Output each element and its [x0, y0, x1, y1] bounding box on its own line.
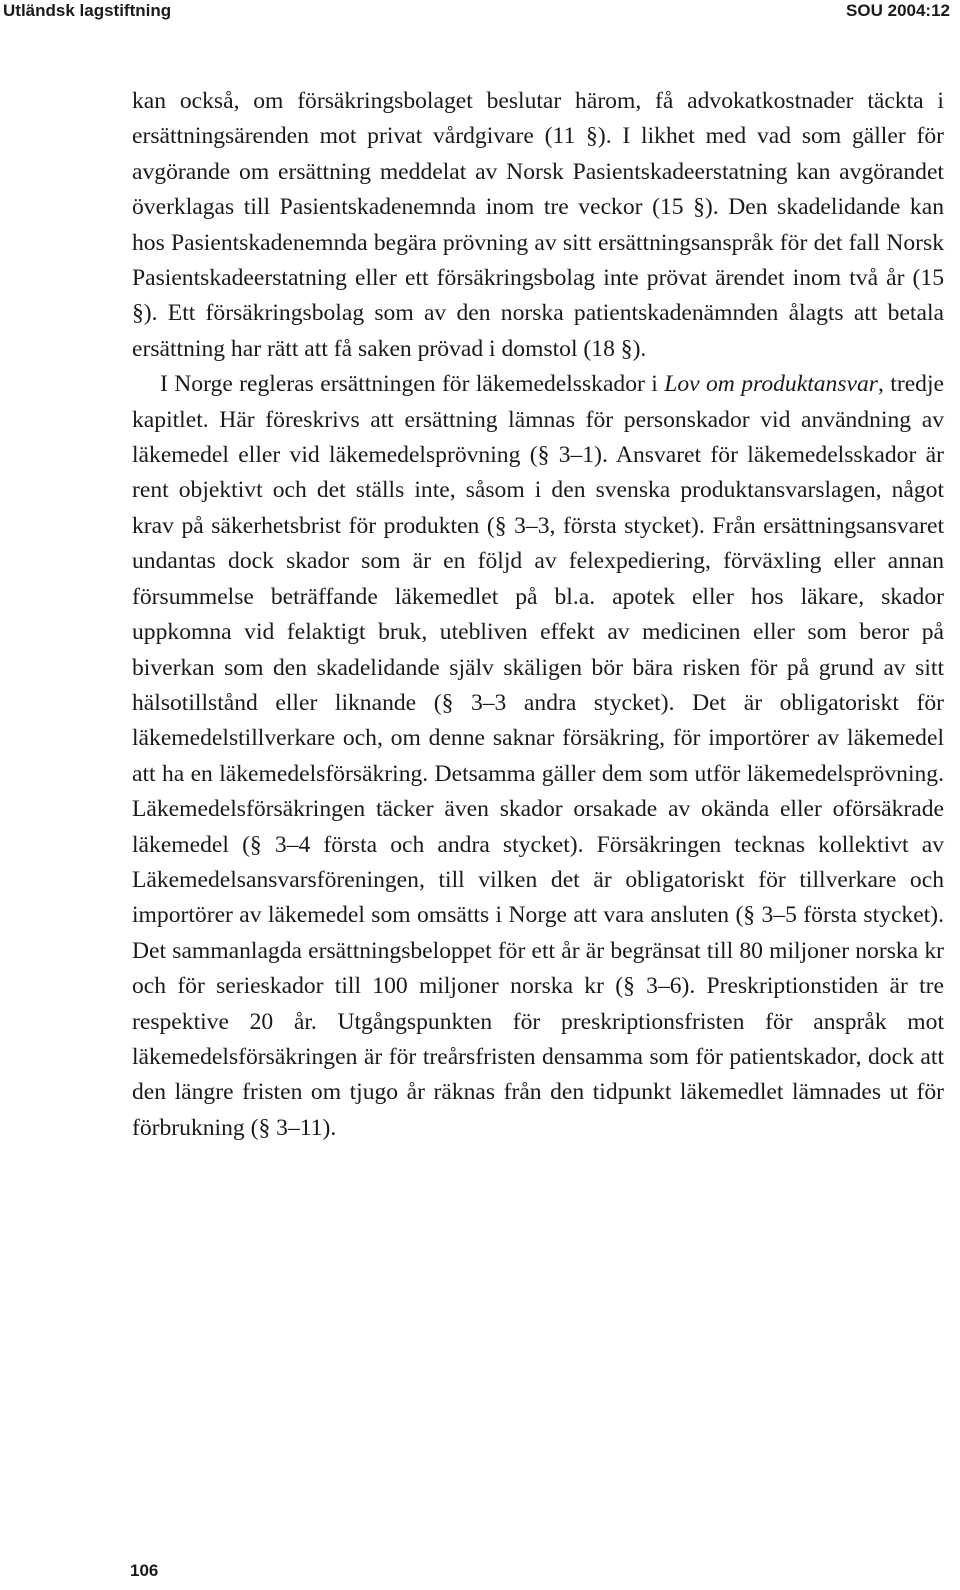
page-number: 106 [130, 1561, 159, 1580]
body-text [132, 84, 944, 1146]
page-header [0, 0, 960, 26]
paragraph-2-rest: , tredje kapitlet. Här föreskrivs att ersättning lämnas för personskador vid användning av läkemedel eller vid läkemedelsprövning (§ 3–1). Ansvaret för läkemedelsskador är rent objektivt och det ställs inte, såsom i den svenska produktansvarslagen, något krav på säkerhetsbrist för produkten (§ 3–3, första stycket). Från ersättningsansvaret undantas dock skador som är en följd av felexpediering, förväxling eller annan försummelse beträffande läkemedlet på bl.a. apotek eller hos läkare, skador uppkomna vid felaktigt bruk, utebliven effekt av medicinen eller som beror på biverkan som den skadelidande själv skäligen bör bära risken för på grund av sitt hälsotillstånd eller liknande (§ 3–3 andra stycket). Det är obligatoriskt för läkemedelstillverkare och, om denne saknar försäkring, för importörer av läkemedel att ha en läkemedelsförsäkring. Detsamma gäller dem som utför läkemedelsprövning. Läkemedelsförsäkringen täcker även skador orsakade av okända eller oförsäkrade läkemedel (§ 3–4 första och andra stycket). Försäkringen tecknas kollektivt av Läkemedelsansvarsföreningen, till vilken det är obligatoriskt för tillverkare och importörer av läkemedel som omsätts i Norge att vara ansluten (§ 3–5 första stycket). Det sammanlagda ersättningsbeloppet för ett år är begränsat till 80 miljoner norska kr och för serieskador till 100 miljoner norska kr (§ 3–6). Preskriptionstiden är tre respektive 20 år. Utgångspunkten för preskriptionsfristen för anspråk mot läkemedelsförsäkringen är för treårsfristen densamma som för patientskador, dock att den längre fristen om tjugo år räknas från den tidpunkt läkemedlet lämnades ut för förbrukning (§ 3–11). [132, 371, 944, 1141]
paragraph-1: kan också, om försäkringsbolaget beslutar härom, få advokatkostnader täckta i ersättningsärenden mot privat vårdgivare (11 §). I likhet med vad som gäller för avgörande om ersättning meddelat av Norsk Pasientskadeerstatning kan avgörandet överklagas till Pasientskadenemnda inom tre veckor (15 §). Den skadelidande kan hos Pasientskadenemnda begära prövning av sitt ersättningsanspråk för det fall Norsk Pasientskadeerstatning eller ett försäkringsbolag inte prövat ärendet inom två år (15 §). Ett försäkringsbolag som av den norska patientskadenämnden ålagts att betala ersättning har rätt att få saken prövad i domstol (18 §). [132, 88, 944, 362]
paragraph-2-start: I Norge regleras ersättningen för läkemedelsskador i [160, 371, 665, 398]
running-title: Utländsk lagstiftning [3, 1, 172, 20]
law-title: Lov om produktansvar [664, 371, 878, 398]
document-id: SOU 2004:12 [846, 1, 950, 20]
paragraph-2 [132, 367, 944, 1146]
